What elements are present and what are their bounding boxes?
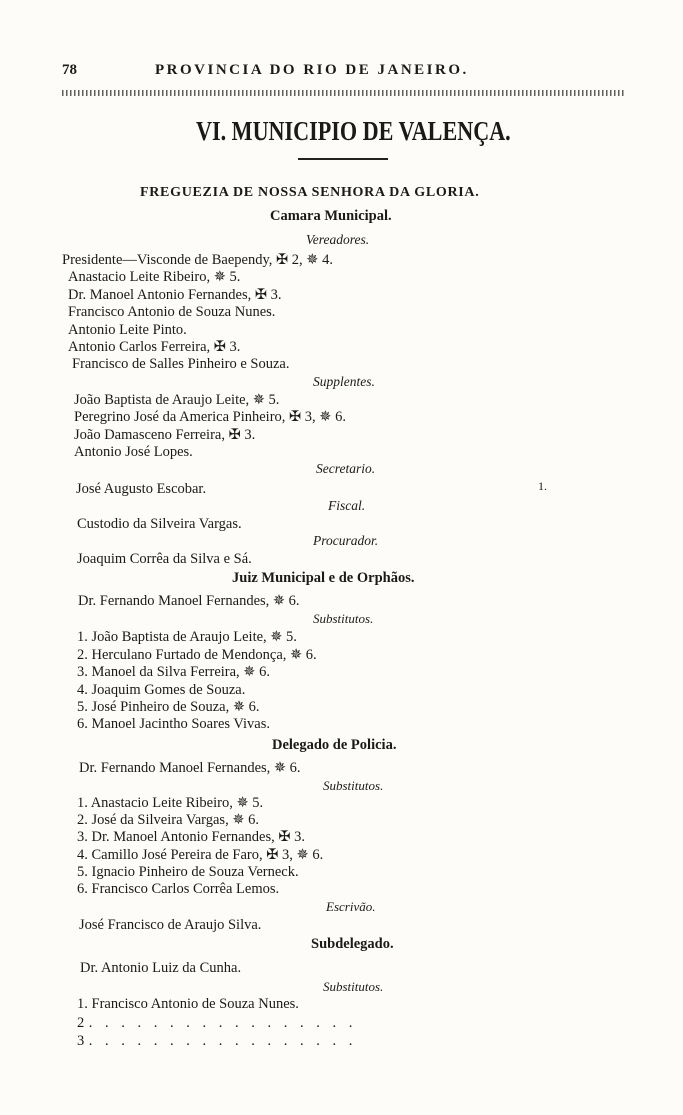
fiscal-name: Custodio da Silveira Vargas.	[77, 516, 242, 532]
list-item: 1. Anastacio Leite Ribeiro, ✵ 5.	[77, 795, 264, 811]
procurador-name: Joaquim Corrêa da Silva e Sá.	[77, 551, 252, 567]
supplentes-heading: Supplentes.	[313, 374, 375, 389]
list-item: Anastacio Leite Ribeiro, ✵ 5.	[68, 269, 241, 285]
list-item: 4. Camillo José Pereira de Faro, ✠ 3, ✵ 6.	[77, 847, 324, 863]
list-item: 2. José da Silveira Vargas, ✵ 6.	[77, 812, 259, 828]
subdelegado-substitutos-heading: Substitutos.	[323, 979, 384, 994]
list-item: Peregrino José da America Pinheiro, ✠ 3, ✵ 6.	[74, 409, 346, 425]
list-item: 5. Ignacio Pinheiro de Souza Verneck.	[77, 864, 299, 880]
list-item: 1. João Baptista de Araujo Leite, ✵ 5.	[77, 629, 297, 645]
list-item: 3. Manoel da Silva Ferreira, ✵ 6.	[77, 664, 270, 680]
section-title: VI. MUNICIPIO DE VALENÇA.	[196, 116, 511, 146]
page-number: 78	[62, 62, 77, 78]
list-item: Antonio Carlos Ferreira, ✠ 3.	[68, 339, 241, 355]
margin-mark: 1.	[538, 479, 547, 493]
list-item: Francisco Antonio de Souza Nunes.	[68, 304, 276, 320]
fiscal-heading: Fiscal.	[328, 498, 366, 513]
list-item: João Damasceno Ferreira, ✠ 3.	[74, 427, 256, 443]
delegado-substitutos-heading: Substitutos.	[323, 778, 384, 793]
list-item: Presidente—Visconde de Baependy, ✠ 2, ✵ 4.	[62, 252, 333, 268]
juiz-substitutos-heading: Substitutos.	[313, 611, 374, 626]
delegado-name: Dr. Fernando Manoel Fernandes, ✵ 6.	[79, 760, 301, 776]
list-item: Francisco de Salles Pinheiro e Souza.	[72, 356, 290, 372]
list-item: 2. . . . . . . . . . . . . . . . .	[77, 1015, 357, 1031]
list-item: 3. Dr. Manoel Antonio Fernandes, ✠ 3.	[77, 829, 306, 845]
vereadores-heading: Vereadores.	[306, 232, 370, 247]
list-item: 2. Herculano Furtado de Mendonça, ✵ 6.	[77, 647, 317, 663]
list-item: 6. Francisco Carlos Corrêa Lemos.	[77, 881, 280, 897]
juiz-heading: Juiz Municipal e de Orphãos.	[232, 570, 415, 586]
list-item: Antonio Leite Pinto.	[68, 322, 187, 338]
subdelegado-name: Dr. Antonio Luiz da Cunha.	[80, 960, 242, 976]
running-title: PROVINCIA DO RIO DE JANEIRO.	[155, 62, 469, 78]
escrivao-name: José Francisco de Araujo Silva.	[79, 917, 262, 933]
ornamental-rule	[62, 90, 624, 96]
list-item: 1. Francisco Antonio de Souza Nunes.	[77, 996, 299, 1012]
list-item: João Baptista de Araujo Leite, ✵ 5.	[74, 392, 280, 408]
secretario-heading: Secretario.	[316, 461, 376, 476]
title-rule	[298, 158, 388, 160]
procurador-heading: Procurador.	[313, 533, 379, 548]
list-item: 4. Joaquim Gomes de Souza.	[77, 682, 246, 698]
secretario-name: José Augusto Escobar.	[76, 481, 207, 497]
escrivao-heading: Escrivão.	[326, 899, 376, 914]
list-item: 3. . . . . . . . . . . . . . . . .	[77, 1033, 357, 1049]
subdelegado-heading: Subdelegado.	[311, 936, 394, 952]
list-item: Dr. Manoel Antonio Fernandes, ✠ 3.	[68, 287, 282, 303]
parish-heading: FREGUEZIA DE NOSSA SENHORA DA GLORIA.	[140, 185, 480, 200]
list-item: 5. José Pinheiro de Souza, ✵ 6.	[77, 699, 260, 715]
juiz-name: Dr. Fernando Manoel Fernandes, ✵ 6.	[78, 593, 300, 609]
list-item: 6. Manoel Jacintho Soares Vivas.	[77, 716, 270, 732]
delegado-heading: Delegado de Policia.	[272, 737, 397, 753]
camara-heading: Camara Municipal.	[270, 208, 392, 224]
list-item: Antonio José Lopes.	[74, 444, 193, 460]
